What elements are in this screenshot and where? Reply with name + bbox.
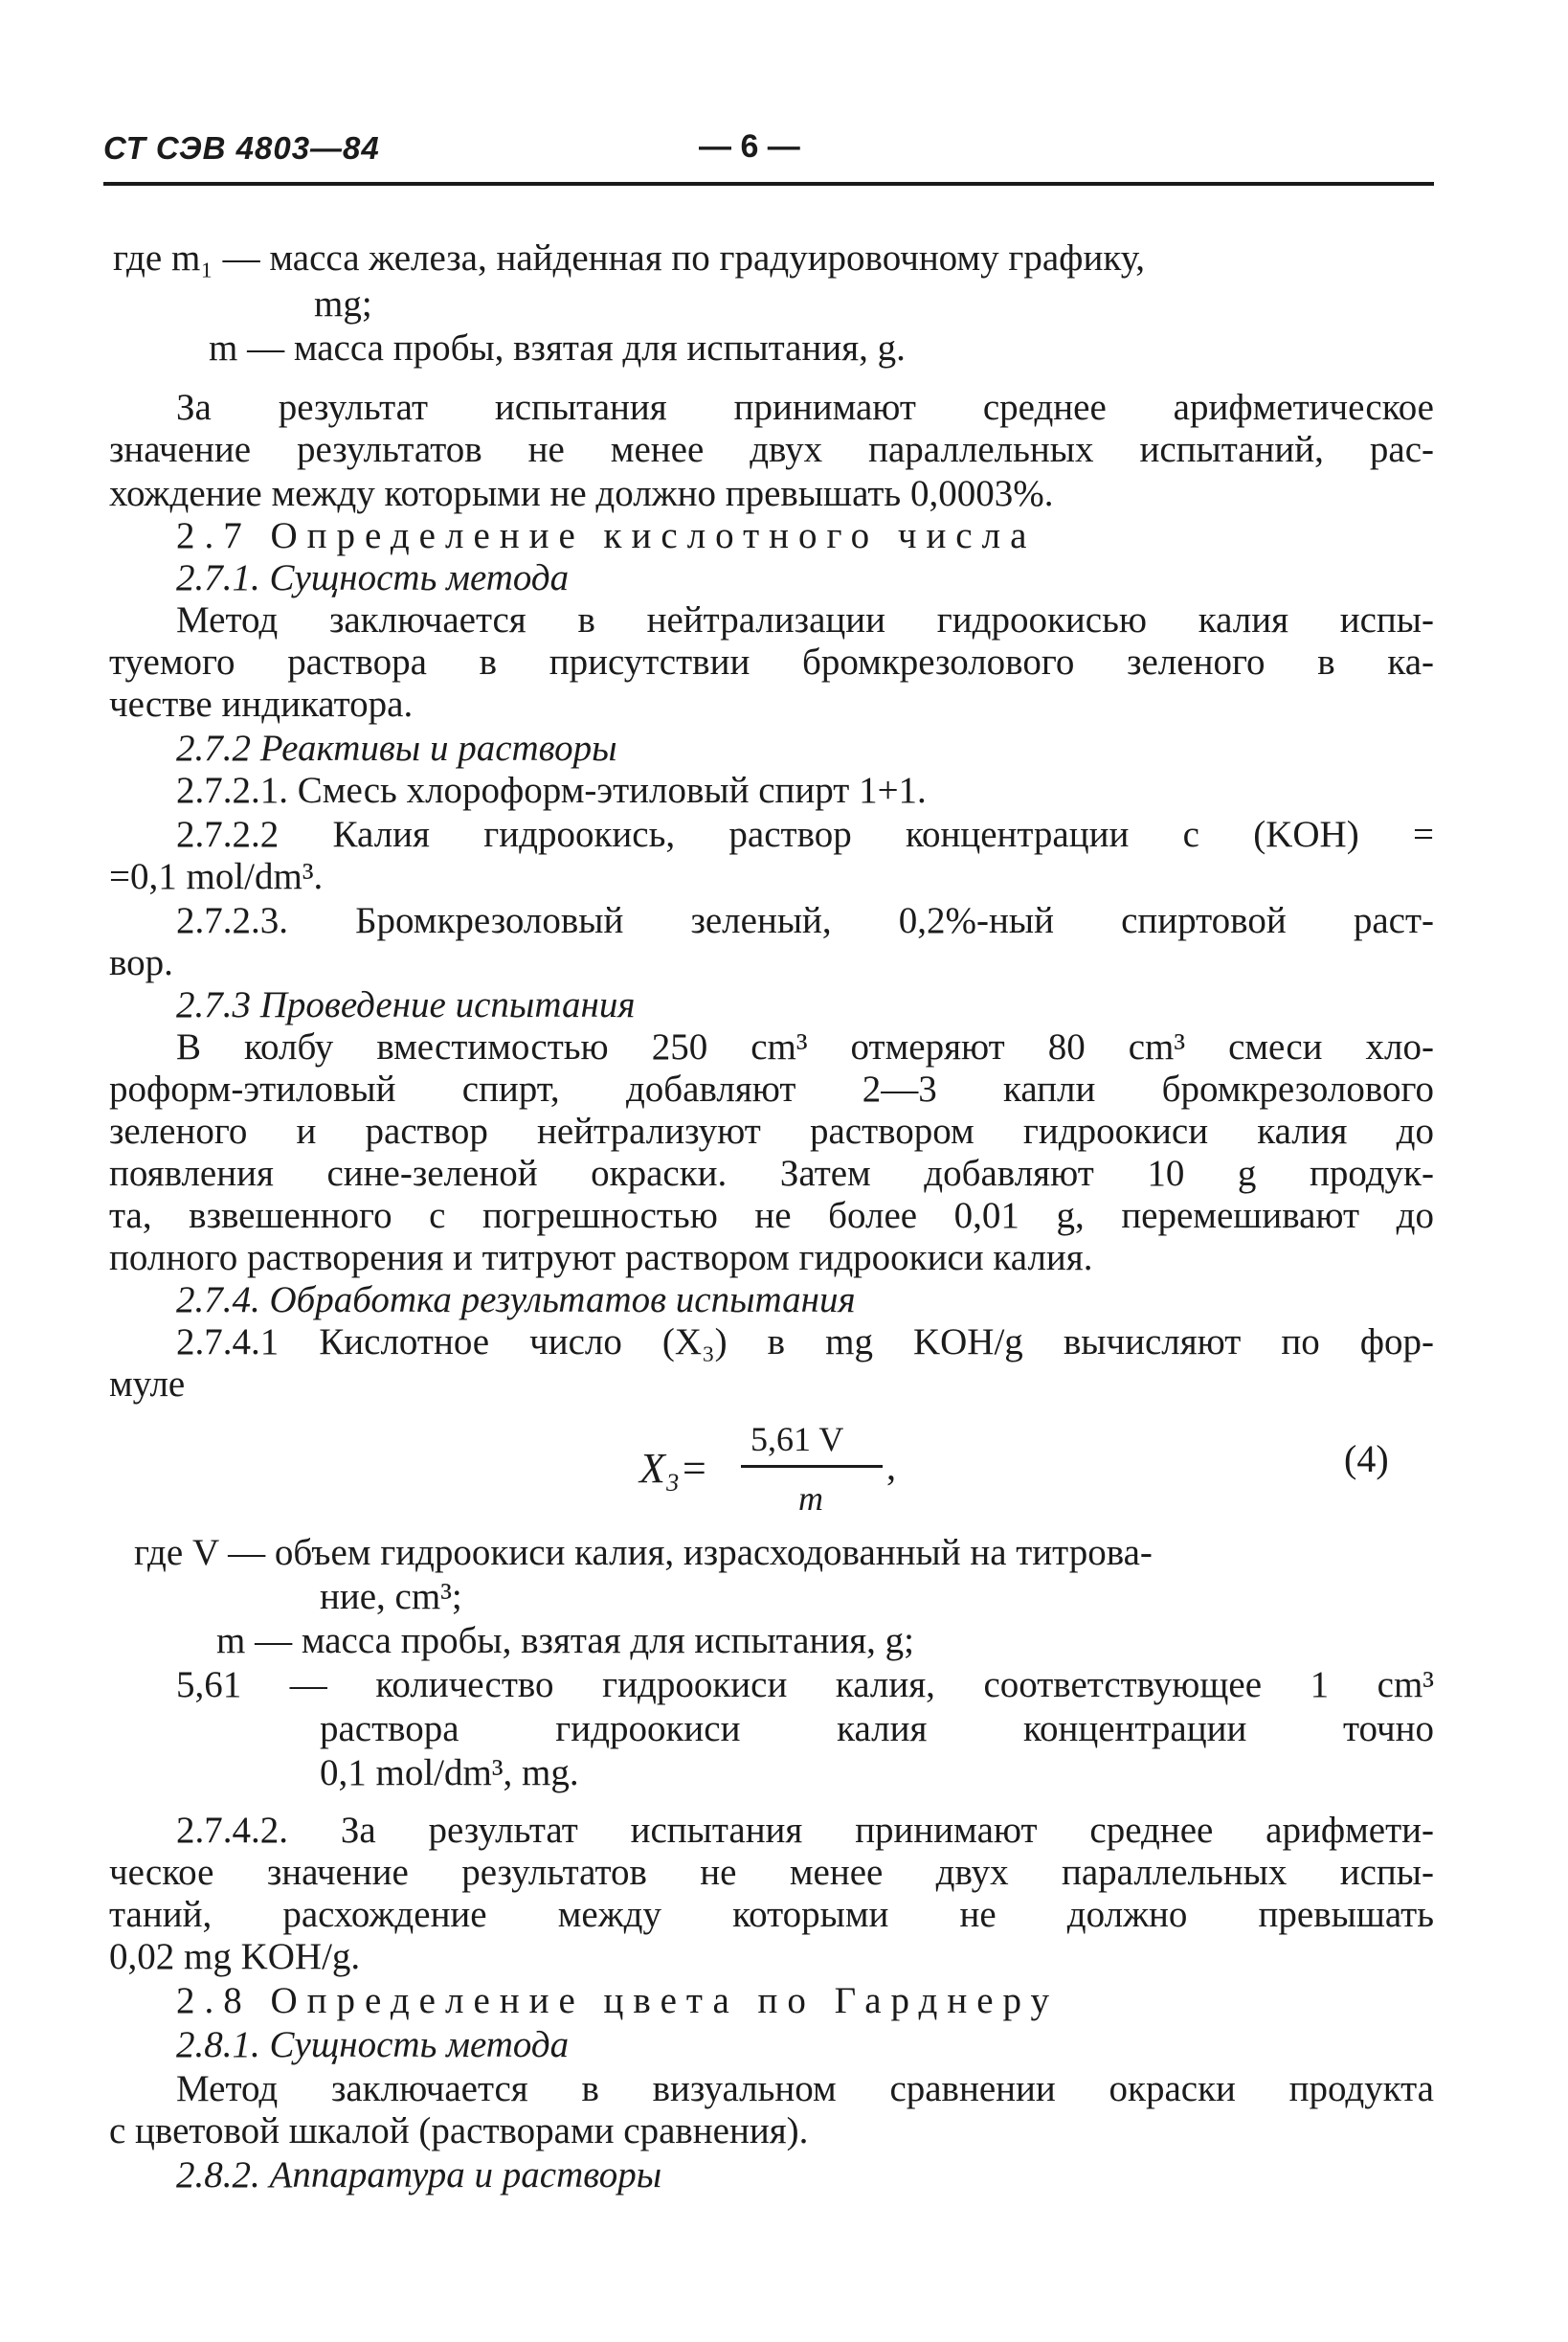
text-line: вор. [109,942,173,983]
text-line: та, взвешенного с погрешностью не более 0,01 g, перемешивают до [109,1195,1434,1236]
text-line: туемого раствора в присутствии бромкрезолового зеленого в ка- [109,642,1434,683]
subsection-heading: 2.7.2 Реактивы и растворы [176,728,617,769]
page-number: — 6 — [699,128,800,165]
text-line: 2.7.2.2 Калия гидроокись, раствор концентрации c (KOH) = [176,814,1434,855]
section-heading: 2.7 Определение кислотного числа [176,515,1037,556]
text-line: значение результатов не менее двух параллельных испытаний, рас- [109,429,1434,470]
subsection-heading: 2.7.1. Сущность метода [176,557,570,598]
text-line: 2.7.2.1. Смесь хлороформ-этиловый спирт 1+1. [176,770,927,811]
formula-comma: , [886,1445,896,1488]
subsection-heading: 2.7.3 Проведение испытания [176,984,636,1025]
formula-denominator: m [798,1479,823,1518]
text-line: За результат испытания принимают среднее арифметическое [176,387,1434,428]
text-line: ние, cm³; [320,1576,462,1617]
text-line: ческое значение результатов не менее двух параллельных испы- [109,1852,1434,1893]
text-line: с цветовой шкалой (растворами сравнения). [109,2110,809,2151]
text-line: В колбу вместимостью 250 cm³ отмеряют 80 cm³ смеси хло- [176,1026,1434,1068]
text-line: зеленого и раствор нейтрализуют раствором гидроокиси калия до [109,1111,1434,1152]
text-line: раствора гидроокиси калия концентрации точно [320,1708,1434,1749]
section-heading: 2.8 Определение цвета по Гарднеру [176,1980,1060,2021]
formula-number: (4) [1344,1437,1389,1480]
subsection-heading: 2.8.2. Аппаратура и растворы [176,2154,662,2196]
text-line: =0,1 mol/dm³. [109,856,324,897]
fraction-bar [741,1465,883,1468]
text-line: где m₁ — масса железа, найденная по градуировочному графику, [113,237,1146,279]
subsection-heading: 2.8.1. Сущность метода [176,2024,570,2065]
text-line: m — масса пробы, взятая для испытания, g; [216,1620,915,1661]
text-line: 2.7.4.2. За результат испытания принимают среднее арифмети- [176,1810,1434,1851]
formula-lhs: X₃= [639,1445,708,1492]
standard-designation: СТ СЭВ 4803—84 [103,130,380,166]
text-line: муле [109,1363,186,1405]
text-line: появления сине-зеленой окраски. Затем добавляют 10 g продук- [109,1153,1434,1194]
text-line: mg; [314,283,372,325]
text-line: 5,61 — количество гидроокиси калия, соответствующее 1 cm³ [176,1664,1434,1705]
text-line: 0,1 mol/dm³, mg. [320,1752,579,1793]
text-line: где V — объем гидроокиси калия, израсходованный на титрова- [134,1532,1153,1573]
header-rule [103,182,1434,186]
text-line: Метод заключается в визуальном сравнении окраски продукта [176,2068,1434,2109]
text-line: 0,02 mg KOH/g. [109,1936,361,1977]
text-line: полного растворения и титруют раствором гидроокиси калия. [109,1237,1093,1278]
text-line: m — масса пробы, взятая для испытания, g. [209,327,906,369]
text-line: таний, расхождение между которыми не должно превышать [109,1894,1434,1935]
text-line: 2.7.2.3. Бромкрезоловый зеленый, 0,2%-ный спиртовой раст- [176,900,1434,941]
formula-numerator: 5,61 V [750,1420,844,1458]
subsection-heading: 2.7.4. Обработка результатов испытания [176,1279,856,1320]
text-line: хождение между которыми не должно превышать 0,0003%. [109,473,1054,514]
text-line: Метод заключается в нейтрализации гидроокисью калия испы- [176,599,1434,641]
text-line: честве индикатора. [109,684,414,725]
text-line: 2.7.4.1 Кислотное число (X₃) в mg KOH/g вычисляют по фор- [176,1321,1434,1362]
text-line: роформ-этиловый спирт, добавляют 2—3 капли бромкрезолового [109,1069,1434,1110]
